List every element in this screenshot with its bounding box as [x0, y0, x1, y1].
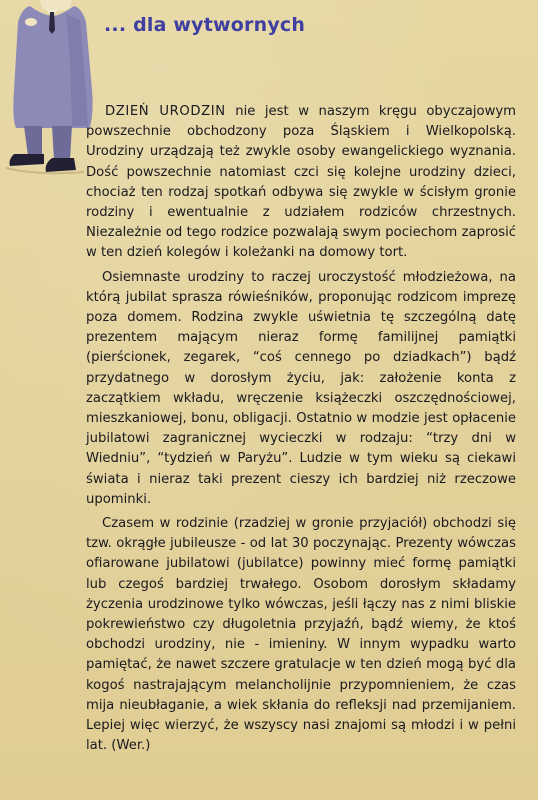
- figure-right-shoe: [46, 158, 76, 172]
- article-body: [86, 102, 516, 757]
- figure-tie: [49, 12, 55, 34]
- paragraph-1-text: nie jest w naszym kręgu obyczajowym powszechnie obchodzony poza Śląskiem i Wielkopolską. Urodziny urządzają też zwykle osoby ewangelickiego wyznania. Dość powszechnie natomiast czci się kolejne urodziny dzieci, chociaż ten rodzaj spotkań odbywa się zwykle w ścisłym gronie rodziny i ewentualnie z udziałem rodziców chrzestnych. Niezależnie od tego rodzice pozwalają swym pociechom zaprosić w ten dzień kolegów i koleżanki na domowy tort.: [86, 104, 517, 261]
- figure-left-shoe: [10, 154, 45, 166]
- paragraph-1: [86, 102, 516, 264]
- paragraph-2: Osiemnaste urodziny to raczej uroczystość młodzieżowa, na którą jubilat sprasza rówieśników, proponując rodzicom imprezę poza domem. Rodzina zwykle uświetnia tę szczególną datę prezentem mającym nieraz formę familijnej pamiątki (pierścionek, zegarek, “coś cennego po dziadkach”) bądź przydatnego w dorosłym życiu, jak: założenie konta z zaczątkiem wkładu, wręczenie książeczki oszczędnościowej, mieszkaniowej, bonu, obligacji. Ostatnio w modzie jest opłacenie jubilatowi zagranicznej wycieczki w rodzaju: “trzy dni w Wiedniu”, “tydzień w Paryżu”. Ludzie w tym wieku są ciekawi świata i nieraz taki prezent cieszy ich bardziej niż rzeczowe upominki.: [86, 269, 516, 507]
- section-title: ... dla wytwornych: [104, 14, 306, 36]
- lead-words: DZIEŃ URODZIN: [105, 104, 226, 119]
- paragraph-3: Czasem w rodzinie (rzadziej w gronie przyjaciół) obchodzi się tzw. okrągłe jubileusze - od lat 30 poczynając. Prezenty wówczas ofiarowane jubilatowi (jubilatce) powinny mieć formę pamiątki lub czegoś bardziej trwałego. Osobom dorosłym składamy życzenia urodzinowe tylko wówczas, jeśli łączy nas z nimi bliskie pokrewieństwo czy długoletnia przyjaźń, bądź wiemy, że ktoś obchodzi urodziny, nie - imieniny. W innym wypadku warto pamiętać, że nawet szczere gratulacje w ten dzień mogą być dla kogoś nastrajającym melancholijnie przypomnieniem, że czas mija nieubłaganie, a wiek skłania do refleksji nad przemijaniem. Lepiej więc wierzyć, że wszyscy nasi znajomi są młodzi i w pełni lat. (Wer.): [86, 516, 516, 754]
- figure-right-leg: [52, 126, 72, 160]
- figure-left-leg: [24, 126, 42, 156]
- figure-hand: [25, 18, 37, 26]
